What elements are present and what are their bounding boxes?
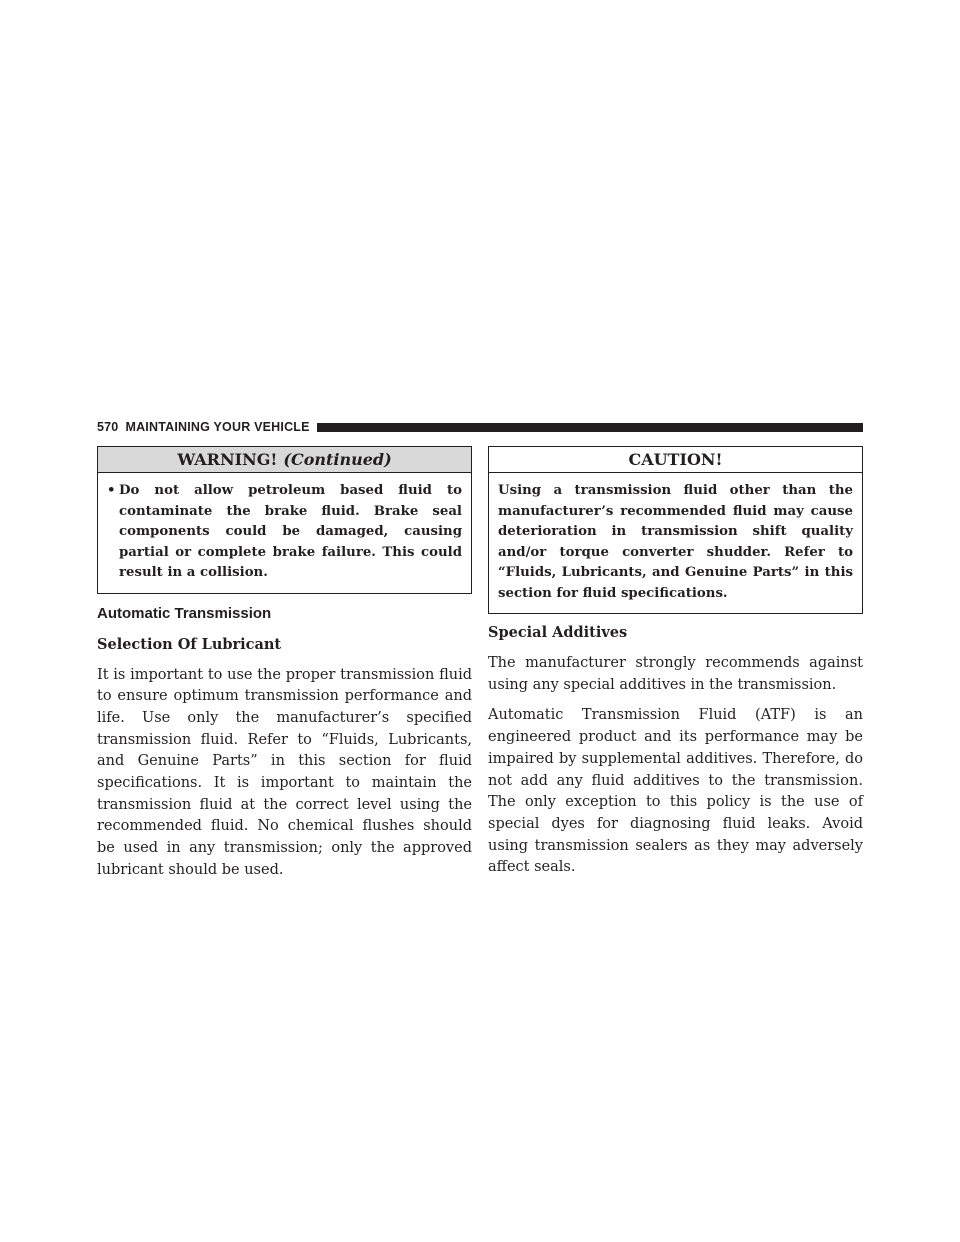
right-column (488, 446, 863, 879)
warning-bullet-text: Do not allow petroleum based fluid to contaminate the brake fluid. Brake seal components could be damaged, causing partial or complete brake failure. This could result in a collision. (119, 483, 462, 580)
warning-bullet (107, 481, 462, 584)
header-rule (317, 423, 863, 432)
special-additives-paragraph-2: Automatic Transmission Fluid (ATF) is an engineered product and its performance may be impaired by supplemental additives. Therefore, do not add any fluid additives to the transmission. The only exception to this policy is the use of special dyes for diagnosing fluid leaks. Avoid using transmission sealers as they may adversely affect seals. (488, 707, 863, 876)
special-additives-paragraph-1: The manufacturer strongly recommends against using any special additives in the transmission. (488, 655, 863, 693)
warning-box (97, 446, 472, 594)
warning-box-header (98, 447, 471, 473)
warning-title: WARNING! (177, 450, 278, 469)
warning-continued-label: (Continued) (283, 450, 392, 469)
page-header (97, 418, 863, 436)
bullet-icon: • (107, 483, 116, 498)
selection-of-lubricant-paragraph: It is important to use the proper transmission fluid to ensure optimum transmission performance and life. Use only the manufacturer’s specified transmission fluid. Refer to “Fluids, Lubricants, and Genuine Parts” in this section for fluid specifications. It is important to maintain the transmission fluid at the correct level using the recommended fluid. No chemical flushes should be used in any transmission; only the approved lubricant should be used. (97, 666, 472, 878)
section-title: MAINTAINING YOUR VEHICLE (125, 420, 310, 434)
caution-box-body: Using a transmission fluid other than the manufacturer’s recommended fluid may cause deterioration in transmission shift quality and/or torque converter shudder. Refer to “Fluids, Lubricants, and Genuine Parts” in this section for fluid specifications. (498, 483, 853, 601)
left-column (97, 446, 472, 882)
selection-of-lubricant-heading: Selection Of Lubricant (97, 635, 282, 653)
warning-box-body (98, 473, 471, 593)
page-number: 570 (97, 420, 119, 434)
caution-box (488, 446, 863, 614)
special-additives-heading: Special Additives (488, 624, 628, 641)
caution-box-header: CAUTION! (489, 447, 862, 473)
automatic-transmission-heading: Automatic Transmission (97, 604, 272, 622)
